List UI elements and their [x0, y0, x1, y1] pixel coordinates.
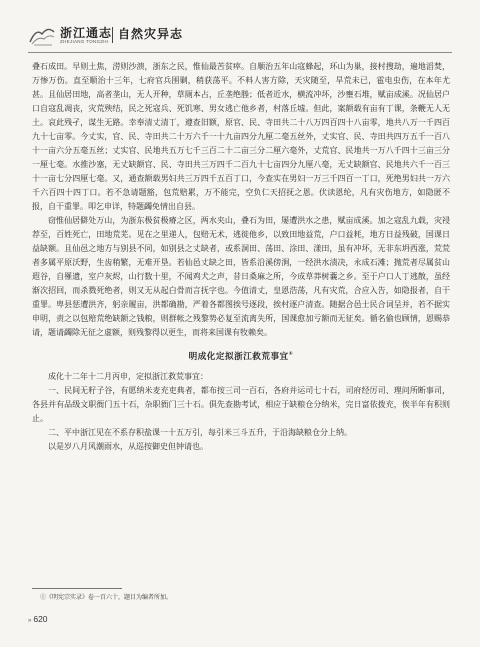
section-title-header: 自然灾异志 [118, 27, 184, 41]
footnote-rule [32, 588, 122, 589]
paragraph: 以是岁八月风潮雨水，从巡按御史但钟请也。 [48, 442, 208, 451]
section-heading-text: 明成化定拟浙江救荒事宜 [188, 352, 289, 362]
paragraph: 成化十二年十二月丙申，定拟浙江救荒事宜： [48, 372, 208, 381]
paragraph: 窃惟仙居僻处万山，为浙东极贫极瘠之区，两水夹山，叠石为田，屡遭洪水之患，赋亩成溪。加之寇乱九载，灾祲荐至，百姓死亡，田地荒芜。见在之里递人，包赔无术，逃徙他乡，以致田地益荒，户口益耗，地方日益残破，国课日益缺额。且仙邑之地方与别县不同，如别县之丈缺者，或系洞田、荡田、涂田、漾田，虽有冲坏，无非东坍西涨，荒荒者多属平原沃野，生齿稍繁，无难开垦。若仙邑丈缺之田，皆系沿溪傍涧，一经洪水渍决，永成石滩；抛荒者尽属贫山遐谷，自罹遗，室户灰烬，山行数十里，不闻鸡犬之声，昔日桑麻之所，今成草莽树蘘之乡。至于户口人丁逃散，虽经渐次招回，而杀戮死绝者，则又无从起白骨而言抚字也。今值清丈，皇恩浩荡，凡有灾荒，合应入告，如隐报者，自干重罪。卑县惩遭洪齐，躬亲履亩，洪都确勘，严着各都图挨号逐段，挨村逐户清查。随据合邑士民合词呈并，若不据实申明，责之以包赔荒绝缺额之钱粮，则群帐之残黎势必复至流离失所，国课愈加亏额而无征矣。循名偷也顾情，恩赐恭请，题请蠲除无征之虚额，则残黎得以更生，而将来国课有牧赖矣。 [32, 216, 450, 337]
footnote: ①《明宪宗实录》卷一百六十，题目为编者所加。 [40, 594, 173, 601]
footnote-reference[interactable]: ① [288, 351, 294, 358]
paragraph: 叠石成田。早则土焦，涝则沙溃，浙东之民，惟仙最苦贫瘁。自顺治五年山寇蜂起，环山为巢，接村搜劫，遍地滔焚，万惨万伤。直至顺治十三年，七府官兵围剿，稍获荡平。不料人害方除，天灾随至，旱荒未已，雹电虫伤，在本年尤甚。且仙居田地，高者垄山，无人开种，草厕本占，丘垄绝塍；低者近水，横流冲坏，沙壅石堆，赋亩成溪。况仙居户口自寇乱凋丧，灾荒殃结，民之死寇兵、死饥寒、男女逃亡他乡者，村落丘墟。但此，案额载有亩有丁课，条鞭无人无土。哀此残孑，谋生无路。幸奉清丈清丁，遵查旧额，原官、民、寺田共二十八万四百四十八亩零，地共八万一千四百九十七亩零。今丈实，官、民、寺田共二十万六千一十九亩四分九厘二毫五丝外，丈实官、民、寺田共四万五千一百八十一亩六分五毫五丝；丈实官、民地共五万七千三百二十二亩三分二厘六毫外，丈荒官、民地共一万八千四十三亩三分一厘七毫。水推沙塞，无丈缺额官、民、寺田共三万四千二百九十七亩四分九厘八毫，无丈缺额官、民地共六千一百三十一亩七分四厘七毫。又，通查额载男妇共三万四千五百丁口，今查实在男妇一万三千四百一丁口，死绝男妇共一万六千六百四十四丁口。若不急请题豁，包荒赔累，万不能完，空负仁天招抚之恩。伏读恩纶，凡有灾伤地方，如隐匿不报，自干重罪。叩乞申详，特题蠲免情出自县。 [32, 62, 450, 211]
paragraph: 二、平中浙江见在不系存积盐课一十五万引，每引米三斗五升，于沿海缺粮仓分上纳。 [48, 428, 352, 437]
page-number-text: 620 [33, 614, 48, 624]
page-marker-icon: » [28, 618, 32, 624]
paragraph: 一、民间无籽子谷，有愿纳米麦充吏典者，都布按三司一百石，各府并运司七十石，司府经厉司、理问所断事司，各县并有品级文职衙门五十石，杂职衙门三十石。俱先查勘考试，相应于缺粮仓分纳米，完日富依拨充，俟半年有积则止。 [32, 386, 450, 423]
logo-title: 浙江通志 [60, 26, 113, 40]
page-number [28, 614, 48, 624]
logo-icon [28, 22, 56, 46]
header-rule [28, 52, 452, 53]
main-content [32, 60, 450, 454]
header-divider [112, 27, 113, 43]
section-heading [32, 350, 450, 364]
logo-subtitle: ZHEJIANG TONGZHI [60, 39, 109, 44]
page-header [0, 0, 480, 58]
